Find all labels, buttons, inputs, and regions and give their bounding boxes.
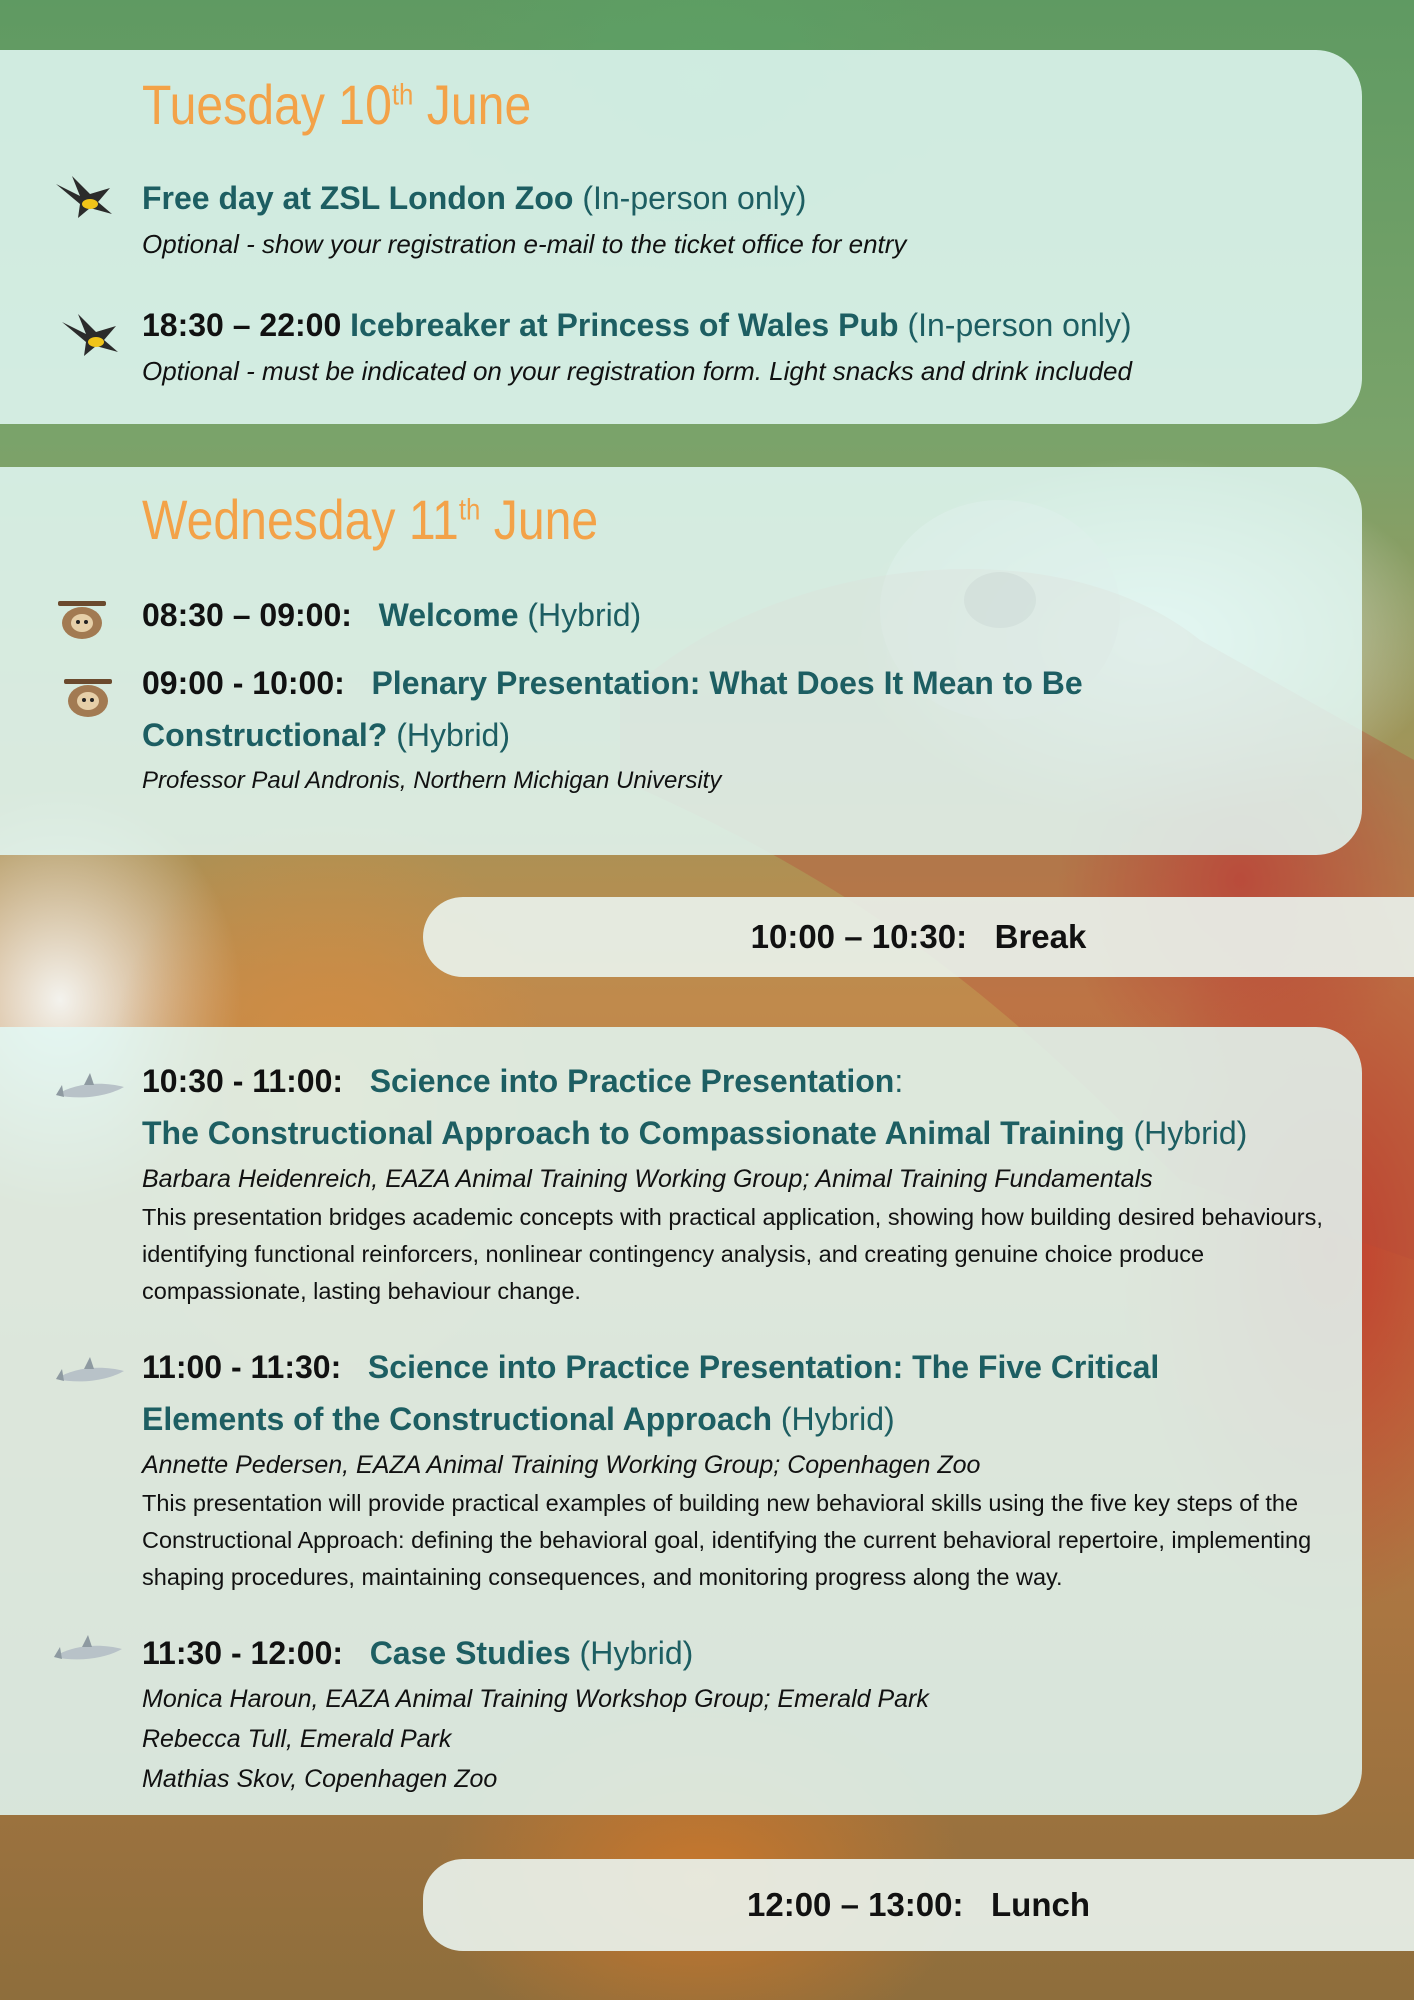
toucan-icon [56, 312, 122, 362]
shark-icon [54, 1071, 126, 1111]
morning-event-1: 10:30 - 11:00: Science into Practice Presentation: The Constructional Approach to Compassionate Animal Training (Hybrid) Barbara Heidenreich, EAZA Animal Training Working Group; Animal Training Fundamentals This presentation bridges academic concepts with practical application, showing how building desired behaviours, identifying functional reinforcers, nonlinear contingency analysis, and creating genuine choice produce compassionate, lasting behaviour change. [142, 1055, 1342, 1310]
wednesday-heading: Wednesday 11th June [142, 488, 599, 551]
lunch-bar [423, 1859, 1414, 1951]
toucan-icon [50, 174, 116, 224]
wednesday-panel [0, 467, 1362, 855]
break-label: Break [994, 918, 1087, 955]
speaker: Annette Pedersen, EAZA Animal Training Working Group; Copenhagen Zoo [142, 1451, 981, 1479]
session-description: This presentation bridges academic concepts with practical application, showing how building desired behaviours, identifying functional reinforcers, nonlinear contingency analysis, and creating genuine choice produce compassionate, lasting behaviour change. [142, 1204, 1323, 1304]
lunch-time: 12:00 – 13:00: [747, 1886, 964, 1923]
speaker: Monica Haroun, EAZA Animal Training Workshop Group; Emerald Park [142, 1685, 929, 1713]
speaker: Mathias Skov, Copenhagen Zoo [142, 1765, 498, 1793]
tuesday-heading: Tuesday 10th June [142, 73, 532, 136]
morning-event-3: 11:30 - 12:00: Case Studies (Hybrid) Monica Haroun, EAZA Animal Training Workshop Group; Emerald Park Rebecca Tull, Emerald Park Mathias Skov, Copenhagen Zoo [142, 1627, 1342, 1799]
break-time: 10:00 – 10:30: [750, 918, 968, 955]
speaker: Rebecca Tull, Emerald Park [142, 1725, 452, 1753]
break-bar [423, 897, 1414, 977]
morning-event-2: 11:00 - 11:30: Science into Practice Presentation: The Five Critical Elements of the Constructional Approach (Hybrid) Annette Pedersen, EAZA Animal Training Working Group; Copenhagen Zoo This presentation will provide practical examples of building new behavioral skills using the five key steps of the Constructional Approach: defining the behavioral goal, identifying the current behavioral repertoire, implementing shaping procedures, maintaining consequences, and monitoring progress along the way. [142, 1341, 1342, 1596]
event-note: Optional - show your registration e-mail to the ticket office for entry [142, 229, 907, 259]
lunch-label: Lunch [991, 1886, 1090, 1923]
session-description: This presentation will provide practical examples of building new behavioral skills using the five key steps of the Constructional Approach: defining the behavioral goal, identifying the current behavioral repertoire, implementing shaping procedures, maintaining consequences, and monitoring progress along the way. [142, 1490, 1312, 1590]
event-note: Optional - must be indicated on your registration form. Light snacks and drink included [142, 356, 1132, 386]
wednesday-event-2: 09:00 - 10:00: Plenary Presentation: What Does It Mean to Be Constructional? (Hybrid) Professor Paul Andronis, Northern Michigan University [142, 657, 1342, 801]
tuesday-event-2: 18:30 – 22:00 Icebreaker at Princess of Wales Pub (In-person only) Optional - must be indicated on your registration form. Light snacks and drink included [142, 299, 1342, 391]
speaker: Professor Paul Andronis, Northern Michigan University [142, 767, 722, 794]
tuesday-panel [0, 50, 1362, 424]
sloth-icon [56, 597, 108, 641]
speaker: Barbara Heidenreich, EAZA Animal Training Working Group; Animal Training Fundamentals [142, 1165, 1153, 1193]
wednesday-event-1: 08:30 – 09:00: Welcome (Hybrid) [142, 597, 642, 633]
sloth-icon [62, 675, 114, 719]
shark-icon [54, 1355, 126, 1395]
tuesday-event-1: Free day at ZSL London Zoo (In-person only) Optional - show your registration e-mail to the ticket office for entry [142, 172, 1342, 264]
morning-sessions-panel [0, 1027, 1362, 1815]
shark-icon [52, 1633, 124, 1673]
